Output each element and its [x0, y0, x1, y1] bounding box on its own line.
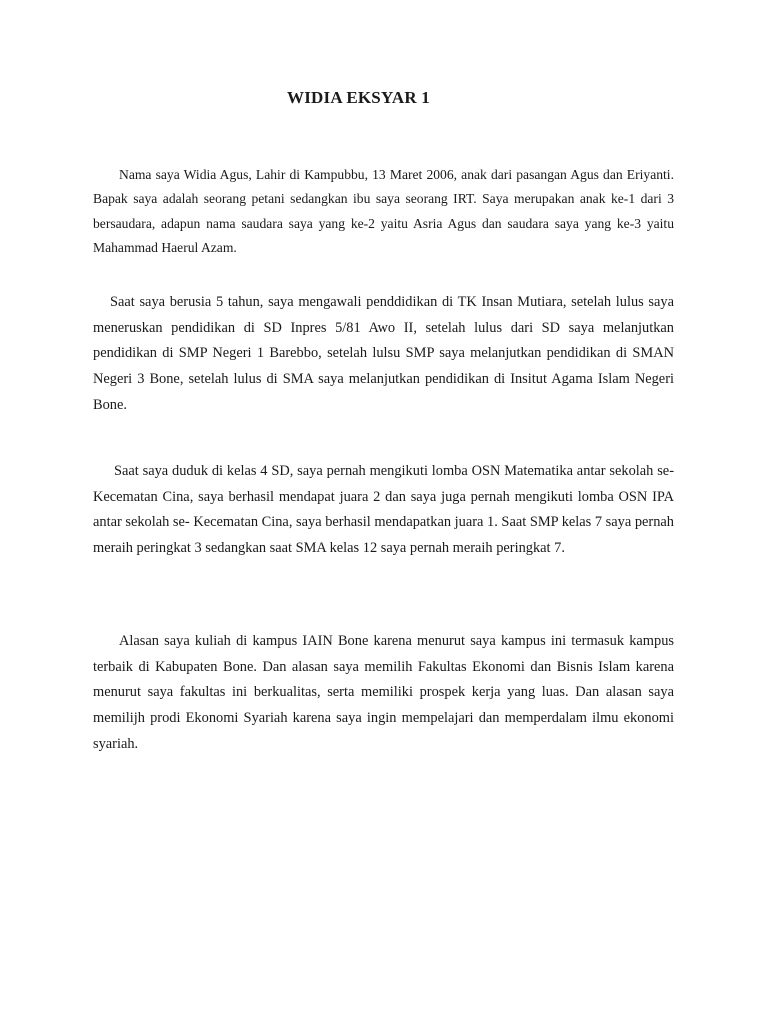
paragraph-reasons: [93, 629, 674, 758]
paragraph-text: Alasan saya kuliah di kampus IAIN Bone karena menurut saya kampus ini termasuk kampus terbaik di Kabupaten Bone. Dan alasan saya memilih Fakultas Ekonomi dan Bisnis Islam karena menurut saya fakultas ini berkualitas, serta memiliki prospek kerja yang luas. Dan alasan saya memilijh prodi Ekonomi Syariah karena saya ingin mempelajari dan memperdalam ilmu ekonomi syariah.: [93, 633, 674, 752]
paragraph-achievements: [93, 459, 674, 562]
paragraph-text: Saat saya berusia 5 tahun, saya mengawali penddidikan di TK Insan Mutiara, setelah lulus saya meneruskan pendidikan di SD Inpres 5/81 Awo II, setelah lulus dari SD saya melanjutkan pendidikan di SMP Negeri 1 Barebbo, setelah lulsu SMP saya melanjutkan pendidikan di SMAN Negeri 3 Bone, setelah lulus di SMA saya melanjutkan pendidikan di Insitut Agama Islam Negeri Bone.: [93, 294, 674, 413]
paragraph-education: [93, 290, 674, 419]
paragraph-text: Nama saya Widia Agus, Lahir di Kampubbu, 13 Maret 2006, anak dari pasangan Agus dan Eriyanti. Bapak saya adalah seorang petani sedangkan ibu saya seorang IRT. Saya merupakan anak ke-1 dari 3 bersaudara, adapun nama saudara saya yang ke-2 yaitu Asria Agus dan saudara saya yang ke-3 yaitu Mahammad Haerul Azam.: [93, 167, 674, 255]
paragraph-text: Saat saya duduk di kelas 4 SD, saya pernah mengikuti lomba OSN Matematika antar sekolah se-Kecematan Cina, saya berhasil mendapat juara 2 dan saya juga pernah mengikuti lomba OSN IPA antar sekolah se- Kecematan Cina, saya berhasil mendapatkan juara 1. Saat SMP kelas 7 saya pernah meraih peringkat 3 sedangkan saat SMA kelas 12 saya pernah meraih peringkat 7.: [93, 463, 674, 557]
document-title: WIDIA EKSYAR 1: [287, 88, 430, 107]
paragraph-biodata: [93, 163, 674, 260]
